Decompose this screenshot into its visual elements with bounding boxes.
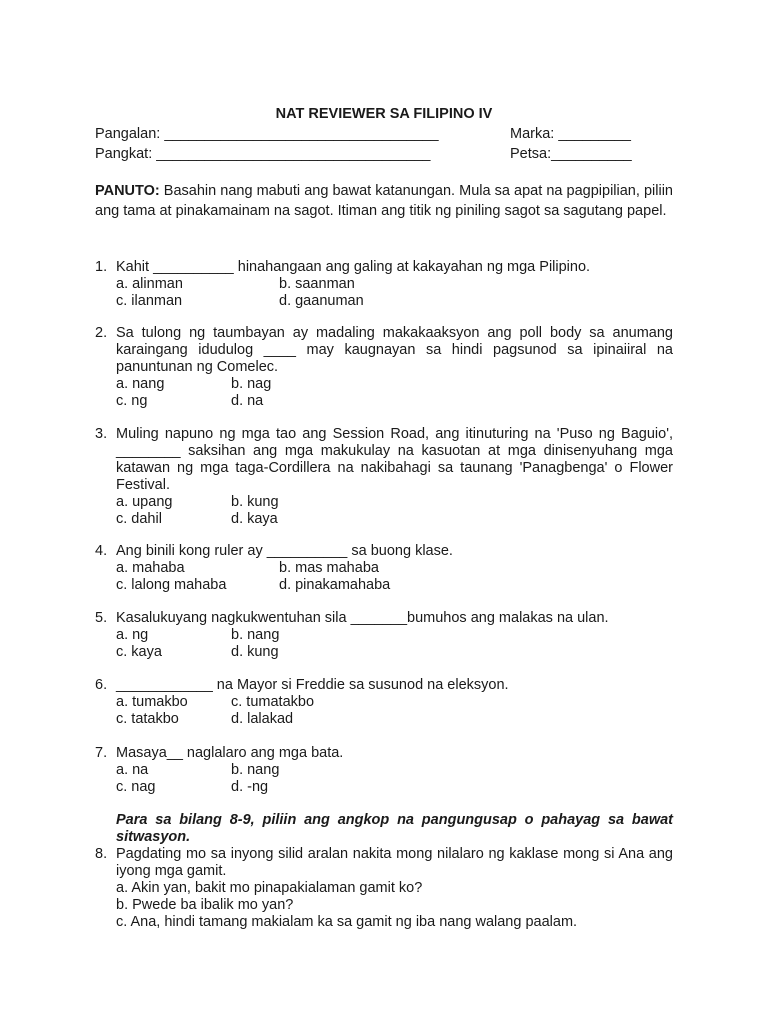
date-field-label: Petsa:__________ [510, 146, 632, 162]
group-field-label: Pangkat: __________________________________ [95, 146, 431, 162]
options [116, 762, 673, 796]
option-b: c. tumatakbo [231, 694, 315, 710]
question-number: 8. [95, 846, 108, 862]
options [116, 376, 673, 410]
question-text: Kasalukuyang nagkukwentuhan sila _______bumuhos ang malakas na ulan. [116, 610, 609, 626]
question-text: Ang binili kong ruler ay __________ sa buong klase. [116, 543, 453, 559]
question-number: 2. [95, 325, 108, 341]
question-5 [95, 610, 673, 661]
option-c: c. Ana, hindi tamang makialam ka sa gamit ng iba nang walang paalam. [116, 914, 578, 930]
question-7 [95, 745, 673, 796]
option-d: d. gaanuman [279, 293, 364, 309]
question-1 [95, 259, 673, 310]
option-a: a. upang [116, 494, 173, 510]
option-b: b. Pwede ba ibalik mo yan? [116, 897, 294, 913]
question-number: 5. [95, 610, 108, 626]
question-4 [95, 543, 673, 594]
option-a: a. na [116, 762, 149, 778]
directions-text: Basahin nang mabuti ang bawat katanungan. Mula sa apat na pagpipilian, piliin ang tama at pinakamainam na sagot. Itiman ang titik ng piniling sagot sa sagutang papel. [95, 183, 673, 219]
option-a: a. alinman [116, 276, 183, 292]
question-text: Kahit __________ hinahangaan ang galing at kakayahan ng mga Pilipino. [116, 259, 591, 275]
directions-label: PANUTO: [95, 183, 160, 199]
score-field-label: Marka: _________ [510, 126, 631, 142]
question-number: 7. [95, 745, 108, 761]
question-8 [95, 846, 673, 931]
option-a: a. nang [116, 376, 165, 392]
option-d: d. kaya [231, 511, 278, 527]
question-2 [95, 325, 673, 410]
options [116, 560, 673, 594]
option-d: d. lalakad [231, 711, 294, 727]
question-6 [95, 677, 673, 728]
directions [95, 182, 673, 221]
option-c: c. lalong mahaba [116, 577, 227, 593]
question-text: Masaya__ naglalaro ang mga bata. [116, 745, 344, 761]
option-b: b. kung [231, 494, 279, 510]
option-c: c. kaya [116, 644, 162, 660]
option-d: d. na [231, 393, 264, 409]
options [116, 694, 673, 728]
section-instruction: Para sa bilang 8-9, piliin ang angkop na pangungusap o pahayag sa bawat sitwasyon. [116, 812, 673, 845]
option-a: a. ng [116, 627, 149, 643]
option-c: c. tatakbo [116, 711, 179, 727]
options [116, 276, 673, 310]
option-c: c. nag [116, 779, 156, 795]
option-b: b. nang [231, 762, 280, 778]
option-c: c. ilanman [116, 293, 183, 309]
option-b: b. mas mahaba [279, 560, 379, 576]
options [116, 627, 673, 661]
option-c: c. ng [116, 393, 148, 409]
options [116, 494, 673, 528]
option-c: c. dahil [116, 511, 162, 527]
page-title: NAT REVIEWER SA FILIPINO IV [275, 106, 493, 122]
option-a: a. Akin yan, bakit mo pinapakialaman gamit ko? [116, 880, 423, 896]
question-text: Sa tulong ng taumbayan ay madaling makakaaksyon ang poll body sa anumang karaingang idudulog ____ may kaugnayan sa hindi pagsunod sa ipinaiiral na panuntunan ng Comelec. [116, 325, 673, 375]
question-text: Pagdating mo sa inyong silid aralan nakita mong nilalaro ng kaklase mong si Ana ang iyong mga gamit. [116, 846, 673, 879]
option-d: d. -ng [231, 779, 269, 795]
question-text: Muling napuno ng mga tao ang Session Road, ang itinuturing na 'Puso ng Baguio', ________ saksihan ang mga makukulay na kasuotan at mga dinisenyuhang mga katawan ng mga taga-Cordillera na nakibahagi sa taunang 'Panagbenga' o Flower Festival. [116, 426, 673, 493]
option-b: b. saanman [279, 276, 355, 292]
option-b: b. nang [231, 627, 280, 643]
option-b: b. nag [231, 376, 272, 392]
option-d: d. pinakamahaba [279, 577, 391, 593]
question-number: 4. [95, 543, 108, 559]
name-field-label: Pangalan: __________________________________ [95, 126, 439, 142]
question-text: ____________ na Mayor si Freddie sa susunod na eleksyon. [116, 677, 509, 693]
question-number: 3. [95, 426, 108, 442]
question-number: 1. [95, 259, 108, 275]
option-a: a. tumakbo [116, 694, 188, 710]
option-d: d. kung [231, 644, 279, 660]
question-number: 6. [95, 677, 108, 693]
option-a: a. mahaba [116, 560, 185, 576]
question-3 [95, 426, 673, 528]
